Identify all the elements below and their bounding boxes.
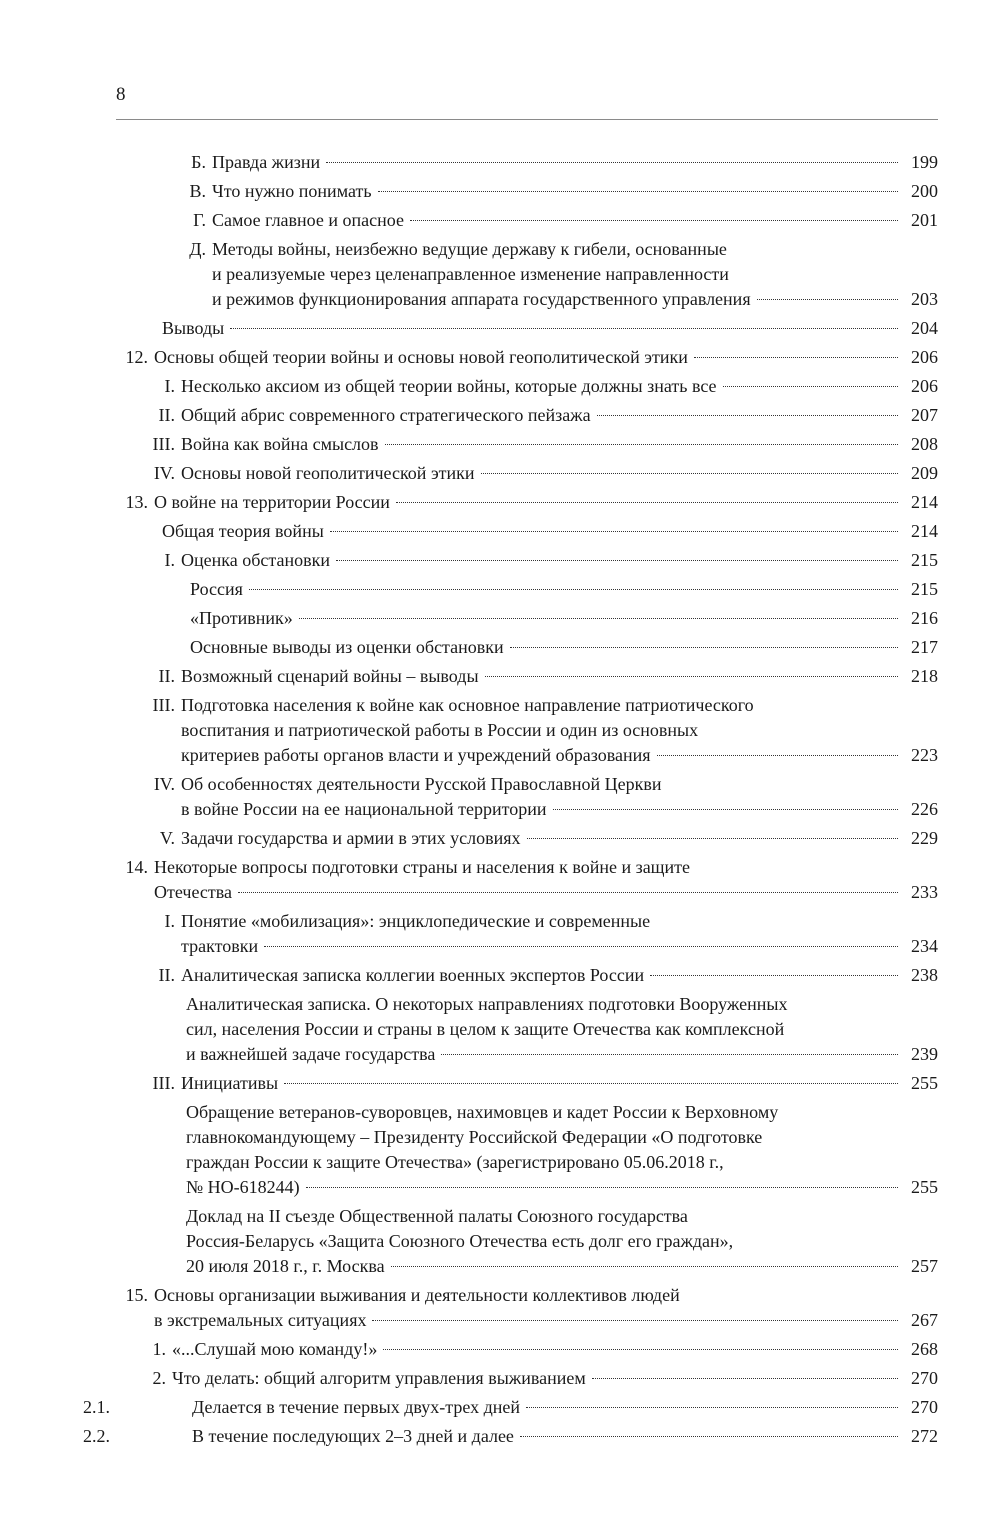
toc-entry-line: [212, 179, 938, 204]
toc-entry-text: Возможный сценарий войны – выводы: [181, 666, 479, 686]
dot-leader: [378, 191, 898, 192]
toc-entry-number: V.: [159, 828, 175, 848]
toc-entry: [110, 316, 938, 341]
toc-entry: [110, 345, 938, 370]
toc-entry-text: «...Слушай мою команду!»: [172, 1339, 378, 1359]
toc-entry-text: № НО-618244): [186, 1177, 300, 1197]
toc-entry-text: и реализуемые через целенаправленное изменение направленности: [212, 264, 729, 284]
toc-entry-text: главнокомандующему – Президенту Российской Федерации «О подготовке: [186, 1127, 763, 1147]
toc-entry: [110, 1204, 938, 1279]
toc-entry-text: Самое главное и опасное: [212, 210, 404, 230]
toc-entry-page: 203: [911, 289, 938, 309]
toc-entry-text: и важнейшей задаче государства: [186, 1044, 436, 1064]
toc-entry: [110, 963, 938, 988]
toc-entry-text: Россия: [190, 579, 243, 599]
toc-entry: [110, 855, 938, 905]
dot-leader: [441, 1054, 898, 1055]
toc-entry-text: критериев работы органов власти и учреждений образования: [181, 745, 651, 765]
dot-leader: [306, 1187, 898, 1188]
toc-entry: [110, 1071, 938, 1096]
toc-entry-line: [181, 432, 938, 457]
toc-entry-text: Об особенностях деятельности Русской Православной Церкви: [181, 774, 662, 794]
dot-leader: [723, 386, 898, 387]
toc-entry: [110, 519, 938, 544]
toc-entry-page: 201: [911, 210, 938, 230]
dot-leader: [372, 1320, 898, 1321]
toc-entry: [110, 1100, 938, 1200]
toc-entry-number: В.: [189, 181, 206, 201]
toc-entry-number: II.: [158, 965, 175, 985]
toc-entry-line: [186, 1042, 938, 1067]
toc-entry-page: 199: [911, 152, 938, 172]
toc-entry-line: [181, 797, 938, 822]
toc-entry-text: Оценка обстановки: [181, 550, 330, 570]
toc-entry-text: воспитания и патриотической работы в России и один из основных: [181, 720, 699, 740]
toc-entry: [110, 237, 938, 312]
toc-entry-page: 239: [911, 1044, 938, 1064]
toc-entry-page: 268: [911, 1339, 938, 1359]
dot-leader: [383, 1349, 898, 1350]
toc-entry-page: 229: [911, 828, 938, 848]
toc-entry-page: 255: [911, 1073, 938, 1093]
toc-entry-page: 216: [911, 608, 938, 628]
toc-entry-line: [181, 826, 938, 851]
dot-leader: [657, 755, 898, 756]
toc-entry-text: Россия-Беларусь «Защита Союзного Отечества есть долг его граждан»,: [186, 1231, 734, 1251]
toc-entry: [110, 150, 938, 175]
toc-entry-text: Некоторые вопросы подготовки страны и населения к войне и защите: [154, 857, 691, 877]
toc-entry-line: [181, 934, 938, 959]
page-number: 8: [116, 84, 126, 105]
toc-entry-line: [190, 577, 938, 602]
toc-entry-page: 206: [911, 347, 938, 367]
dot-leader: [299, 618, 898, 619]
dot-leader: [391, 1266, 898, 1267]
toc-entry-line: [181, 374, 938, 399]
toc-entry-page: 223: [911, 745, 938, 765]
toc-entry: [110, 548, 938, 573]
toc-entry-page: 217: [911, 637, 938, 657]
toc-entry-text: Выводы: [162, 318, 225, 338]
dot-leader: [592, 1378, 898, 1379]
dot-leader: [485, 676, 898, 677]
dot-leader: [330, 531, 898, 532]
toc-entry-text: Понятие «мобилизация»: энциклопедические и современные: [181, 911, 651, 931]
toc-entry-page: 206: [911, 376, 938, 396]
dot-leader: [650, 975, 898, 976]
toc-entry-line: [181, 1071, 938, 1096]
toc-entry-line: [154, 880, 938, 905]
toc-entry-text: сил, населения России и страны в целом к защите Отечества как комплексной: [186, 1019, 785, 1039]
toc-entry-page: 226: [911, 799, 938, 819]
toc-entry-text: 20 июля 2018 г., г. Москва: [186, 1256, 385, 1276]
toc-entry-page: 215: [911, 550, 938, 570]
toc-entry-line: [186, 1254, 938, 1279]
toc-entry-text: «Противник»: [190, 608, 293, 628]
toc-entry-text: Доклад на II съезде Общественной палаты Союзного государства: [186, 1206, 688, 1226]
toc-entry-page: 214: [911, 521, 938, 541]
toc-entry-number: Д.: [189, 239, 206, 259]
toc-entry-page: 270: [911, 1368, 938, 1388]
toc-entry-number: Б.: [191, 152, 206, 172]
toc-entry: [110, 490, 938, 515]
toc-entry: [110, 403, 938, 428]
toc-entry-line: [192, 1395, 938, 1420]
toc-entry-page: 200: [911, 181, 938, 201]
dot-leader: [510, 647, 898, 648]
toc-entry-line: [181, 403, 938, 428]
toc-entry-text: Правда жизни: [212, 152, 321, 172]
toc-entry-text: Подготовка населения к войне как основное направление патриотического: [181, 695, 754, 715]
dot-leader: [326, 162, 898, 163]
toc-entry-number: I.: [164, 376, 175, 396]
toc-entry-text: и режимов функционирования аппарата государственного управления: [212, 289, 751, 309]
toc-entry-text: Инициативы: [181, 1073, 279, 1093]
toc-entry-line: [162, 519, 938, 544]
toc-entry-line: [154, 490, 938, 515]
toc-entry-page: 207: [911, 405, 938, 425]
toc-entry-text: Основы новой геополитической этики: [181, 463, 475, 483]
dot-leader: [385, 444, 898, 445]
toc-entry-page: 214: [911, 492, 938, 512]
dot-leader: [336, 560, 898, 561]
toc-entry-text: Общий абрис современного стратегического пейзажа: [181, 405, 591, 425]
toc-entry-line: [172, 1337, 938, 1362]
toc-entry-number: 2.1.: [83, 1397, 110, 1417]
toc-entry-number: Г.: [193, 210, 206, 230]
toc-entry-text: Задачи государства и армии в этих условиях: [181, 828, 521, 848]
toc-entry-text: Основные выводы из оценки обстановки: [190, 637, 504, 657]
toc-entry-number: IV.: [153, 774, 175, 794]
toc-entry-text: Аналитическая записка. О некоторых направлениях подготовки Вооруженных: [186, 994, 788, 1014]
toc-entry: [110, 664, 938, 689]
toc-entry-page: 238: [911, 965, 938, 985]
toc-entry: [110, 693, 938, 768]
toc-entry-text: О войне на территории России: [154, 492, 390, 512]
toc-entry-text: Война как война смыслов: [181, 434, 379, 454]
toc-entry-text: В течение последующих 2–3 дней и далее: [192, 1426, 514, 1446]
toc-entry: [110, 1337, 938, 1362]
toc-entry-text: Общая теория войны: [162, 521, 324, 541]
toc-entry: [110, 909, 938, 959]
toc-entry-number: III.: [152, 434, 175, 454]
dot-leader: [553, 809, 899, 810]
toc-entry-page: 209: [911, 463, 938, 483]
toc-entry: [110, 1283, 938, 1333]
toc-entry-text: Основы общей теории войны и основы новой геополитической этики: [154, 347, 688, 367]
toc-entry-text: Методы войны, неизбежно ведущие державу к гибели, основанные: [212, 239, 727, 259]
toc-entry: [110, 179, 938, 204]
toc-entry-line: [212, 150, 938, 175]
toc-entry-text: Несколько аксиом из общей теории войны, которые должны знать все: [181, 376, 717, 396]
toc-entry-line: [190, 606, 938, 631]
header-rule: [116, 119, 938, 120]
toc-entry-line: [212, 208, 938, 233]
toc-entry-text: Основы организации выживания и деятельности коллективов людей: [154, 1285, 680, 1305]
toc-entry: [83, 1395, 938, 1420]
dot-leader: [520, 1436, 898, 1437]
toc-entry-number: III.: [152, 1073, 175, 1093]
toc-entry-number: 15.: [125, 1285, 148, 1305]
toc-entry: [110, 826, 938, 851]
toc-entry-text: Обращение ветеранов-суворовцев, нахимовцев и кадет России к Верховному: [186, 1102, 779, 1122]
dot-leader: [264, 946, 898, 947]
toc-entry-page: 267: [911, 1310, 938, 1330]
toc-entry-text: трактовки: [181, 936, 259, 956]
toc-entry-page: 204: [911, 318, 938, 338]
toc-entry-line: [181, 664, 938, 689]
dot-leader: [284, 1083, 898, 1084]
toc-entry-page: 208: [911, 434, 938, 454]
dot-leader: [396, 502, 898, 503]
toc-entry: [83, 1424, 938, 1449]
toc-entry-line: [154, 345, 938, 370]
toc-entry-text: в войне России на ее национальной территории: [181, 799, 547, 819]
toc-entry: [110, 635, 938, 660]
toc-entry-page: 218: [911, 666, 938, 686]
toc-entry: [110, 461, 938, 486]
toc-entry: [110, 577, 938, 602]
toc-entry: [110, 992, 938, 1067]
toc-entry-line: [181, 743, 938, 768]
dot-leader: [249, 589, 898, 590]
toc-entry-number: 1.: [152, 1339, 166, 1359]
dot-leader: [481, 473, 898, 474]
toc-entry-text: Делается в течение первых двух-трех дней: [192, 1397, 521, 1417]
toc-entry-text: граждан России к защите Отечества» (зарегистрировано 05.06.2018 г.,: [186, 1152, 724, 1172]
toc-entry: [110, 1366, 938, 1391]
toc-entry-text: в экстремальных ситуациях: [154, 1310, 367, 1330]
toc-entry-page: 234: [911, 936, 938, 956]
dot-leader: [230, 328, 898, 329]
toc-entry-line: [186, 1175, 938, 1200]
table-of-contents: [83, 150, 938, 1453]
toc-entry-line: [162, 316, 938, 341]
toc-entry-line: [154, 1308, 938, 1333]
toc-entry-number: II.: [158, 405, 175, 425]
dot-leader: [757, 299, 898, 300]
toc-entry-number: III.: [152, 695, 175, 715]
dot-leader: [597, 415, 898, 416]
toc-entry-text: Отечества: [154, 882, 233, 902]
toc-entry-text: Что делать: общий алгоритм управления выживанием: [172, 1368, 586, 1388]
toc-entry: [110, 606, 938, 631]
dot-leader: [526, 1407, 898, 1408]
toc-entry-line: [212, 287, 938, 312]
toc-entry: [110, 208, 938, 233]
toc-entry-page: 233: [911, 882, 938, 902]
toc-entry-line: [190, 635, 938, 660]
toc-entry-number: 2.: [152, 1368, 166, 1388]
dot-leader: [238, 892, 898, 893]
toc-entry-line: [181, 548, 938, 573]
toc-entry-number: I.: [164, 911, 175, 931]
toc-entry-number: 13.: [125, 492, 148, 512]
toc-entry-line: [181, 461, 938, 486]
toc-entry-line: [181, 963, 938, 988]
toc-entry-number: II.: [158, 666, 175, 686]
toc-entry-number: 2.2.: [83, 1426, 110, 1446]
toc-entry: [110, 772, 938, 822]
toc-entry-text: Что нужно понимать: [212, 181, 372, 201]
dot-leader: [410, 220, 898, 221]
toc-entry-page: 255: [911, 1177, 938, 1197]
toc-entry-number: I.: [164, 550, 175, 570]
toc-entry-page: 215: [911, 579, 938, 599]
toc-entry: [110, 374, 938, 399]
toc-entry-page: 257: [911, 1256, 938, 1276]
dot-leader: [694, 357, 898, 358]
toc-entry-text: Аналитическая записка коллегии военных экспертов России: [181, 965, 645, 985]
toc-entry-page: 270: [911, 1397, 938, 1417]
toc-entry-number: IV.: [153, 463, 175, 483]
toc-entry-number: 12.: [125, 347, 148, 367]
toc-entry-line: [172, 1366, 938, 1391]
toc-entry-number: 14.: [125, 857, 148, 877]
dot-leader: [527, 838, 899, 839]
toc-entry: [110, 432, 938, 457]
toc-entry-line: [192, 1424, 938, 1449]
toc-entry-page: 272: [911, 1426, 938, 1446]
